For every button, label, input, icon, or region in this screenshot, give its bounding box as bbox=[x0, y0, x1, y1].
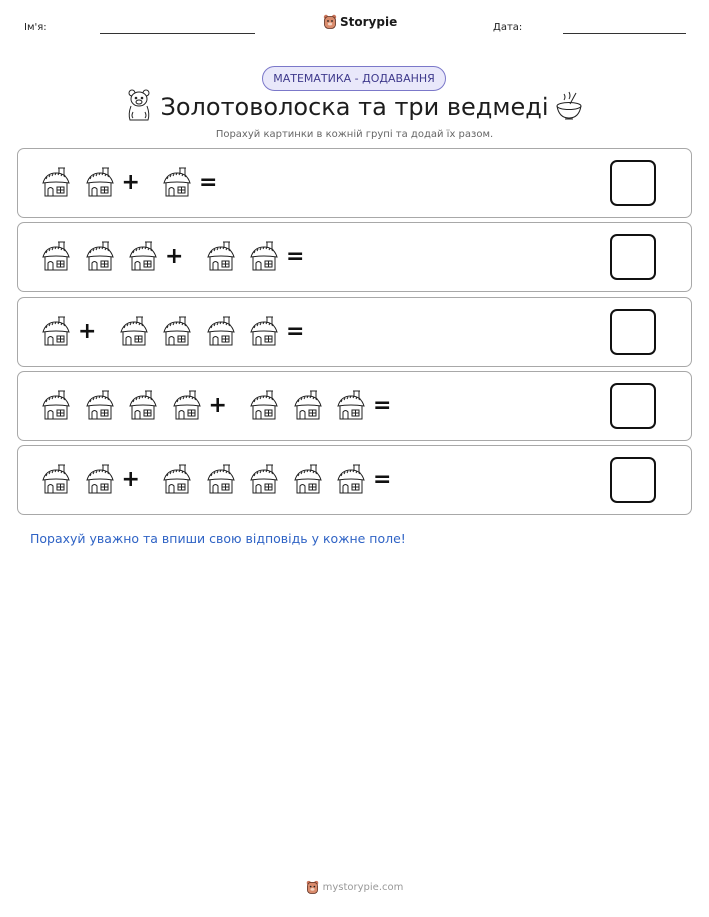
cottage-icon bbox=[84, 388, 116, 426]
answer-box[interactable] bbox=[610, 160, 656, 206]
problem-row bbox=[17, 148, 692, 218]
equals-sign: = bbox=[373, 392, 392, 418]
footer-site[interactable]: mystorypie.com bbox=[322, 882, 404, 893]
cottage-icon bbox=[248, 314, 280, 352]
cottage-icon bbox=[205, 239, 237, 277]
cottage-icon bbox=[161, 462, 193, 500]
answer-box[interactable] bbox=[610, 309, 656, 355]
answer-box[interactable] bbox=[610, 234, 656, 280]
cottage-icon bbox=[161, 314, 193, 352]
cottage-icon bbox=[161, 165, 193, 203]
cottage-icon bbox=[292, 462, 324, 500]
cottage-icon bbox=[118, 314, 150, 352]
footer bbox=[0, 880, 709, 895]
plus-sign: + bbox=[121, 467, 140, 493]
cottage-icon bbox=[40, 388, 72, 426]
answer-box[interactable] bbox=[610, 457, 656, 503]
cottage-icon bbox=[248, 388, 280, 426]
plus-sign: + bbox=[121, 170, 140, 195]
equals-sign: = bbox=[286, 244, 305, 270]
problem-row bbox=[17, 445, 692, 515]
cottage-icon bbox=[84, 239, 116, 277]
cottage-icon bbox=[127, 239, 159, 277]
cottage-icon bbox=[40, 462, 72, 500]
storypie-bear-icon bbox=[323, 14, 337, 30]
cottage-icon bbox=[205, 314, 237, 352]
porridge-bowl-icon bbox=[554, 90, 584, 122]
bottom-instruction: Порахуй уважно та впиши свою відповідь у кожне поле! bbox=[30, 531, 406, 546]
page-title: Золотоволоска та три ведмеді bbox=[160, 93, 549, 121]
equals-sign: = bbox=[373, 467, 392, 493]
name-line[interactable] bbox=[100, 33, 255, 34]
cottage-icon bbox=[84, 165, 116, 203]
storypie-bear-icon bbox=[306, 880, 319, 895]
cottage-icon bbox=[127, 388, 159, 426]
date-line[interactable] bbox=[563, 33, 686, 34]
problem-row bbox=[17, 297, 692, 367]
problem-row bbox=[17, 371, 692, 441]
instructions-subtitle: Порахуй картинки в кожній групі та додай їх разом. bbox=[215, 129, 494, 140]
equals-sign: = bbox=[286, 318, 305, 344]
storypie-logo bbox=[323, 14, 397, 30]
date-label: Дата: bbox=[493, 22, 523, 33]
cottage-icon bbox=[84, 462, 116, 500]
cottage-icon bbox=[248, 239, 280, 277]
cottage-icon bbox=[335, 462, 367, 500]
equals-sign: = bbox=[199, 170, 218, 195]
cottage-icon bbox=[335, 388, 367, 426]
cottage-icon bbox=[171, 388, 203, 426]
cottage-icon bbox=[40, 165, 72, 203]
name-label: Ім'я: bbox=[24, 22, 47, 33]
logo-text: Storypie bbox=[340, 15, 398, 29]
cottage-icon bbox=[248, 462, 280, 500]
cottage-icon bbox=[292, 388, 324, 426]
problem-row bbox=[17, 222, 692, 292]
answer-box[interactable] bbox=[610, 383, 656, 429]
subject-badge: МАТЕМАТИКА - ДОДАВАННЯ bbox=[262, 66, 446, 91]
plus-sign: + bbox=[165, 244, 184, 270]
cottage-icon bbox=[40, 314, 72, 352]
plus-sign: + bbox=[78, 318, 97, 344]
cottage-icon bbox=[205, 462, 237, 500]
cottage-icon bbox=[40, 239, 72, 277]
plus-sign: + bbox=[208, 392, 227, 418]
